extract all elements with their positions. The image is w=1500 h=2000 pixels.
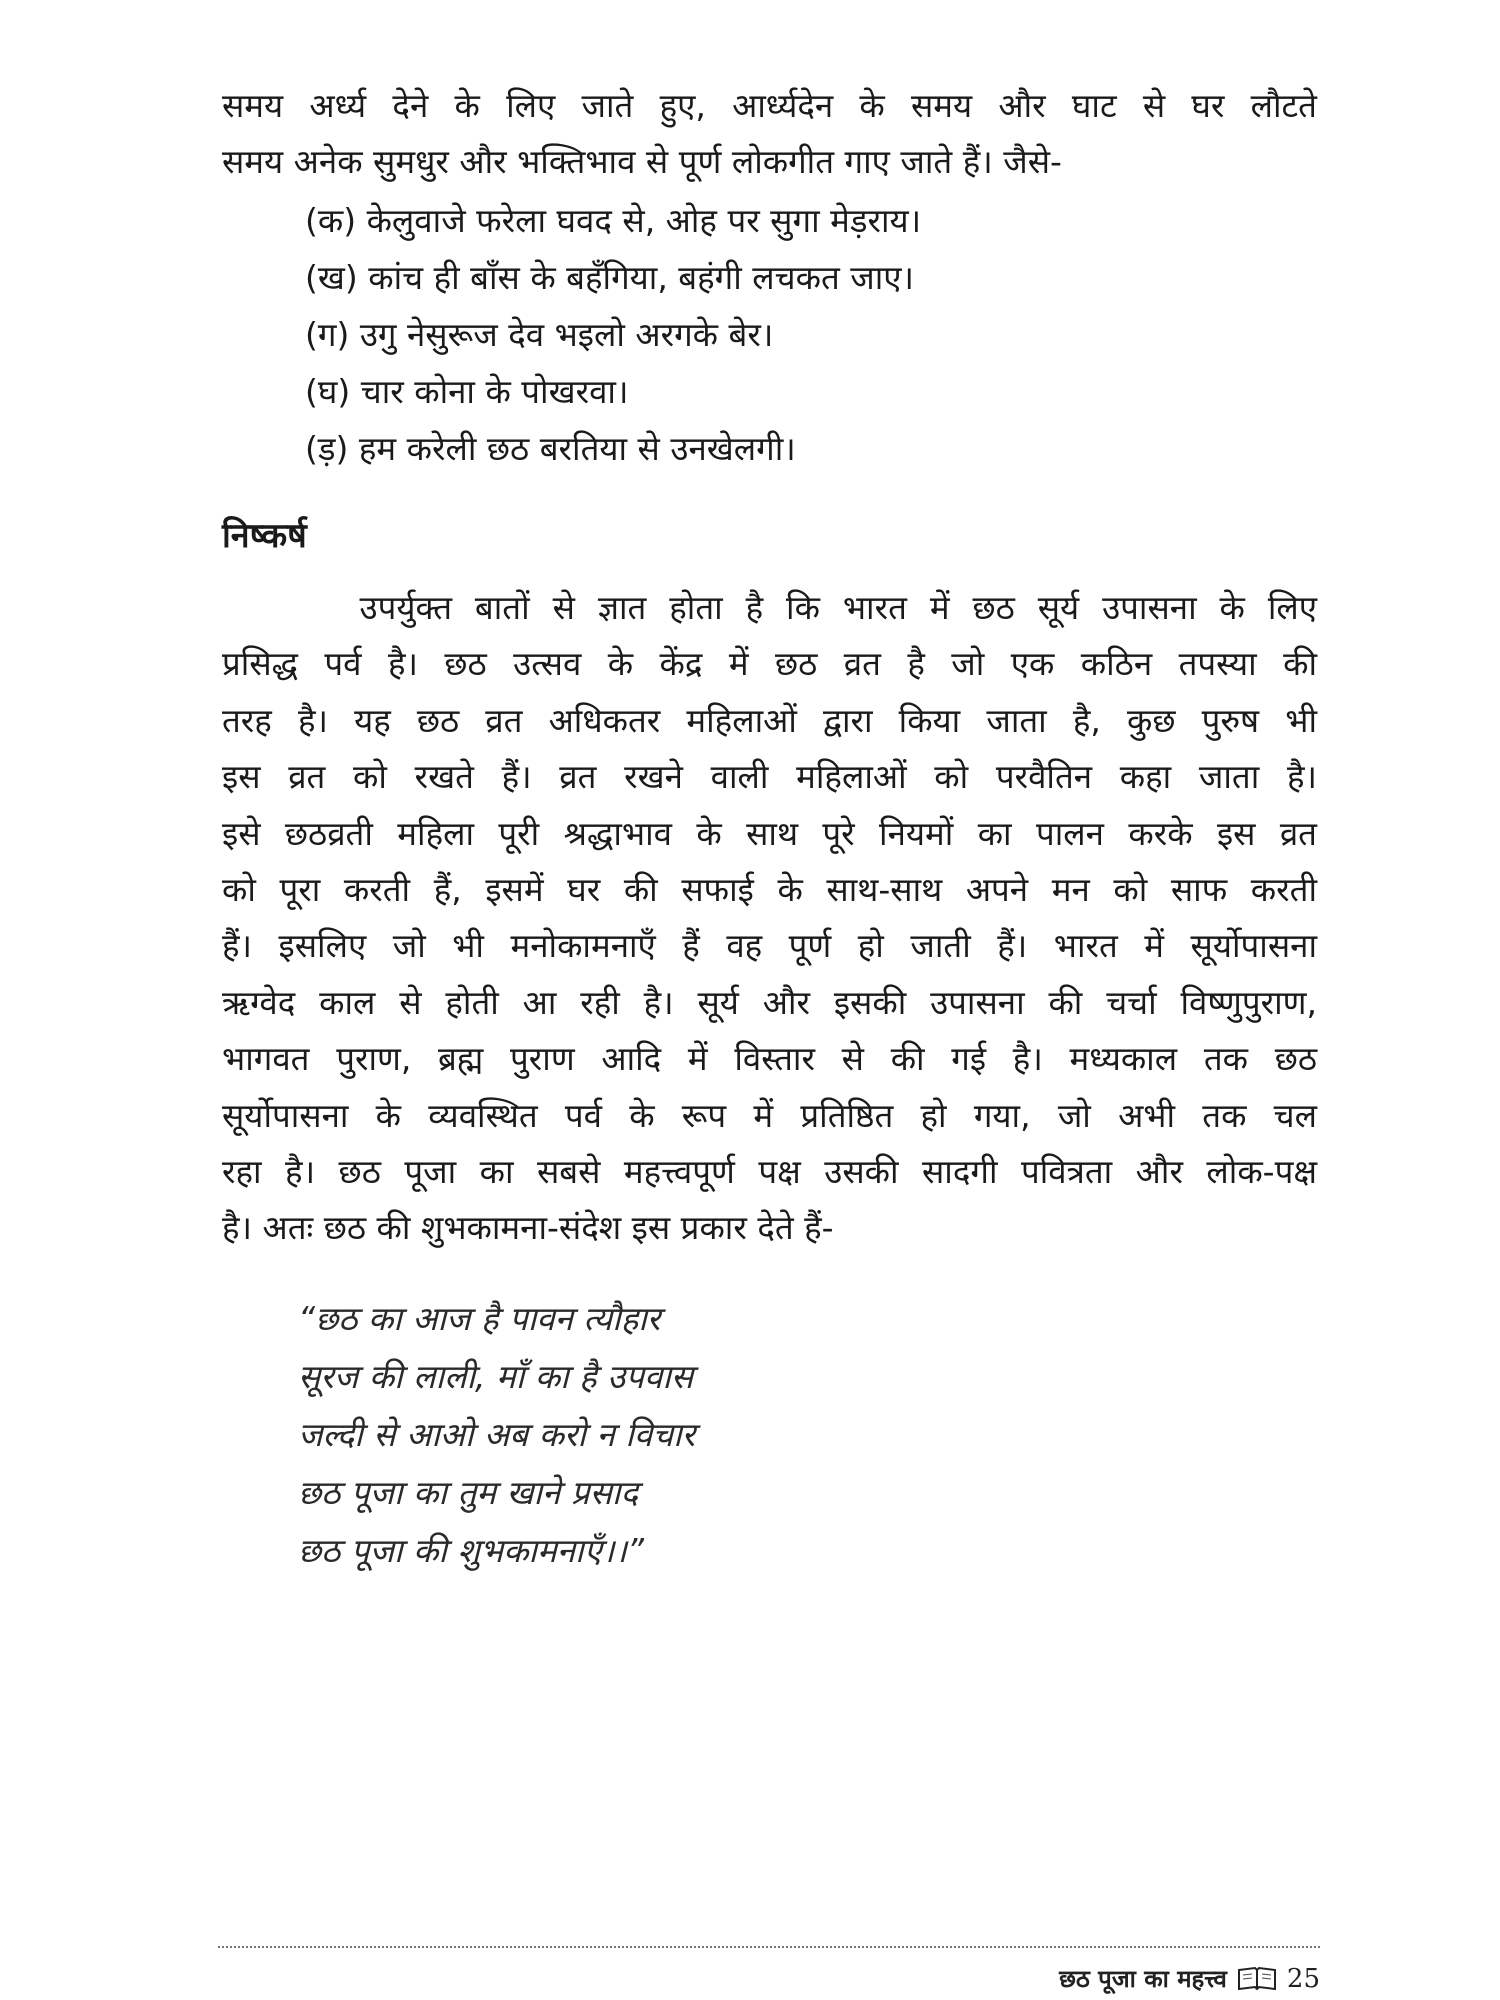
poem-line: “छठ का आज है पावन त्यौहार [298,1299,661,1338]
paragraph-line: तरह है। यह छठ व्रत अधिकतर महिलाओं द्वारा किया जाता है, कुछ पुरुष भी [222,700,1317,740]
paragraph-line: इसे छठव्रती महिला पूरी श्रद्धाभाव के साथ पूरे नियमों का पालन करके इस व्रत [222,813,1317,853]
open-book-icon [1237,1966,1277,1992]
list-item: (ड़) हम करेली छठ बरतिया से उनखेलगी। [305,429,796,468]
list-item: (घ) चार कोना के पोखरवा। [305,372,629,411]
paragraph-line: हैं। इसलिए जो भी मनोकामनाएँ हैं वह पूर्ण हो जाती हैं। भारत में सूर्योपासना [222,926,1317,966]
paragraph-line: रहा है। छठ पूजा का सबसे महत्त्वपूर्ण पक्ष उसकी सादगी पवित्रता और लोक-पक्ष [222,1152,1317,1192]
paragraph-line: सूर्योपासना के व्यवस्थित पर्व के रूप में प्रतिष्ठित हो गया, जो अभी तक चल [222,1095,1317,1135]
running-title: छठ पूजा का महत्त्व [1059,1965,1227,1993]
folk-song-list [305,192,921,477]
footer-divider [218,1946,1320,1948]
paragraph-line: है। अतः छठ की शुभकामना-संदेश इस प्रकार देते हैं- [222,1208,834,1248]
page-number: 25 [1286,1963,1320,1994]
poem-line: जल्दी से आओ अब करो न विचार [298,1415,696,1454]
page-footer [1059,1962,1320,1995]
section-heading: निष्कर्ष [222,516,307,556]
conclusion-paragraph [222,580,1317,1257]
poem-line: सूरज की लाली, माँ का है उपवास [298,1357,694,1396]
greeting-poem [298,1290,695,1580]
intro-line: समय अनेक सुमधुर और भक्तिभाव से पूर्ण लोकगीत गाए जाते हैं। जैसे- [222,142,1062,181]
paragraph-line: इस व्रत को रखते हैं। व्रत रखने वाली महिलाओं को परवैतिन कहा जाता है। [222,757,1317,797]
list-item: (क) केलुवाजे फरेला घवद से, ओह पर सुगा मेड़राय। [305,201,922,240]
list-item: (ख) कांच ही बाँस के बहँगिया, बहंगी लचकत जाए। [305,258,915,297]
intro-paragraph [222,78,1317,190]
paragraph-line: उपर्युक्त बातों से ज्ञात होता है कि भारत में छठ सूर्य उपासना के लिए [222,588,1317,627]
intro-line: समय अर्ध्य देने के लिए जाते हुए, आर्ध्यदेन के समय और घाट से घर लौटते [222,86,1317,125]
paragraph-line: प्रसिद्ध पर्व है। छठ उत्सव के केंद्र में छठ व्रत है जो एक कठिन तपस्या की [222,644,1317,684]
paragraph-line: भागवत पुराण, ब्रह्म पुराण आदि में विस्तार से की गई है। मध्यकाल तक छठ [222,1039,1317,1079]
paragraph-line: को पूरा करती हैं, इसमें घर की सफाई के साथ-साथ अपने मन को साफ करती [222,870,1317,910]
poem-line: छठ पूजा का तुम खाने प्रसाद [298,1473,638,1512]
paragraph-line: ऋग्वेद काल से होती आ रही है। सूर्य और इसकी उपासना की चर्चा विष्णुपुराण, [222,982,1317,1022]
poem-line: छठ पूजा की शुभकामनाएँ।।” [298,1531,644,1570]
list-item: (ग) उगु नेसुरूज देव भइलो अरगके बेर। [305,315,774,354]
